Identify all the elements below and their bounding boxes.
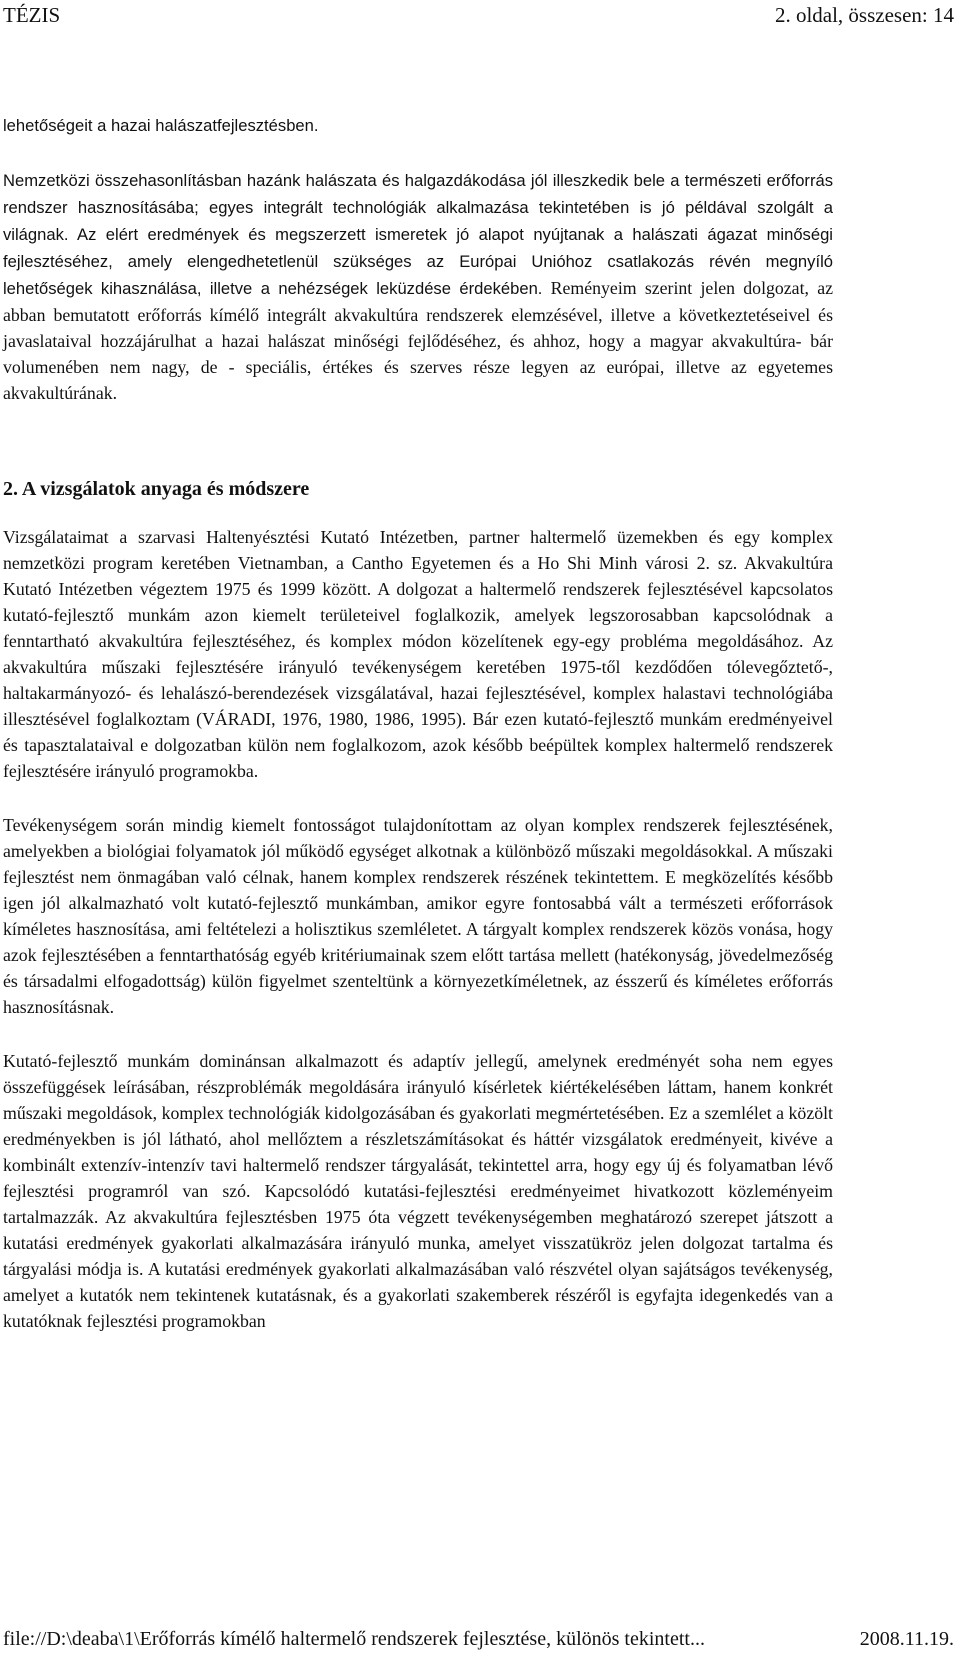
header-page-counter: 2. oldal, összesen: 14 xyxy=(774,3,954,27)
footer-date: 2008.11.19. xyxy=(859,1628,954,1650)
footer-file-path: file://D:\deaba\1\Erőforrás kímélő haltermelő rendszerek fejlesztése, különös tekintett... xyxy=(3,1628,705,1650)
paragraph-text: lehetőségeit a hazai halászatfejlesztésben. xyxy=(3,116,319,135)
header-title: TÉZIS xyxy=(3,3,61,27)
section-paragraph-1: Vizsgálataimat a szarvasi Haltenyésztési Kutató Intézetben, partner haltermelő üzemekben és egy komplex nemzetközi program keretében Vietnamban, a Cantho Egyetemen és a Ho Shi Minh városi 2. sz. Akvakultúra Kutató Intézetben végeztem 1975 és 1999 között. A dolgozat a haltermelő rendszerek fejlesztésével kapcsolatos kutató-fejlesztő munkám azon kiemelt területeivel foglalkozik, amelyek legszorosabban kapcsolódnak a fenntartható akvakultúra fejlesztéséhez, és komplex módon közelítenek egy-egy probléma megoldásához. Az akvakultúra műszaki fejlesztésére irányuló tevékenységem keretében 1975-től kezdődően tólevegőztető-, haltakarmányozó- és lehalászó-berendezések vizsgálatával, hazai fejlesztésével, komplex halastavi technológiába illesztésével foglalkoztam (VÁRADI, 1976, 1980, 1986, 1995). Bár ezen kutató-fejlesztő munkám eredményeivel és tapasztalataival e dolgozatban külön nem foglalkozom, azok később beépültek komplex haltermelő rendszerek fejlesztésére irányuló programokba. xyxy=(3,527,833,781)
paragraph-text-serif: Reményeim szerint jelen dolgozat, az abban bemutatott erőforrás kímélő integrált akvakultúra rendszerek elemzésével, illetve a következtetéseivel és javaslataival hozzájárulhat a hazai halászat minőségi fejlődéséhez, és ahhoz, hogy a magyar akvakultúra- bár volumenében nem nagy, de - speciális, értékes és szerves része legyen az európai, illetve az egyetemes akvakultúrának. xyxy=(3,278,833,403)
section-paragraph-3: Kutató-fejlesztő munkám dominánsan alkalmazott és adaptív jellegű, amelynek eredményét soha nem egyes összefüggések leírásában, részproblémák megoldására irányuló kísérletek kiértékelésében láttam, hanem konkrét műszaki megoldások, komplex technológiák kidolgozásában és gyakorlati megmértetésében. Ez a szemlélet a közölt eredményekben is jól látható, ahol mellőztem a részletszámításokat és háttér vizsgálatok eredményeit, kivéve a kombinált extenzív-intenzív tavi haltermelő rendszer tárgyalását, tekintettel arra, hogy egy új és folyamatban lévő fejlesztési programról van szó. Kapcsolódó kutatási-fejlesztési eredményeimet hivatkozott közleményeim tartalmazzák. Az akvakultúra fejlesztésben 1975 óta végzett tevékenységemben meghatározó szerepet játszott a kutatási eredmények gyakorlati alkalmazására irányuló munka, amelyet visszatükröz jelen dolgozat tartalma és tárgyalási módja is. A kutatási eredmények gyakorlati alkalmazásában való részvétel olyan sajátságos tevékenység, amelyet a kutatók nem tekintenek kutatásnak, és a gyakorlati szakemberek részéről is egyfajta idegenkedés van a kutatóknak fejlesztési programokban xyxy=(3,1051,833,1331)
section-heading: 2. A vizsgálatok anyaga és módszere xyxy=(3,478,310,500)
paragraph-intro-tail xyxy=(3,112,833,139)
section-paragraph-2: Tevékenységem során mindig kiemelt fontosságot tulajdonítottam az olyan komplex rendszerek fejlesztésének, amelyekben a biológiai folyamatok jól működő egységet alkotnak a különböző műszaki megoldásokkal. A műszaki fejlesztést nem önmagában való célnak, hanem komplex rendszerek részének tekintettem. E megközelítés később igen jól alkalmazható volt kutató-fejlesztő munkámban, amikor egyre fontosabbá vált a természeti erőforrások kíméletes hasznosítása, ami feltételezi a holisztikus szemléletet. A tárgyalt komplex rendszerek közös vonása, hogy azok fejlesztésében a fenntarthatóság egyéb kritériumainak szem előtt tartása mellett (hatékonyság, jövedelmezőség és társadalmi elfogadottság) külön figyelmet szenteltünk a környezetkíméletnek, az ésszerű és kíméletes erőforrás hasznosításnak. xyxy=(3,815,833,1017)
page-footer xyxy=(3,1627,954,1651)
page-header xyxy=(3,3,954,27)
paragraph-text-sans: Nemzetközi összehasonlításban hazánk halászata és halgazdákodása jól illeszkedik bele a természeti erőforrás rendszer hasznosításába; egyes integrált technológiák alkalmazása tekintetében is jó példával szolgált a világnak. Az elért eredmények és megszerzett ismeretek jó alapot nyújtanak a halászati ágazat minőségi fejlesztéséhez, amely elengedhetetlenül szükséges az Európai Unióhoz csatlakozás révén megnyíló lehetőségek kihasználása, illetve a nehézségek leküzdése érdekében. xyxy=(3,171,833,298)
document-body xyxy=(3,112,833,1334)
paragraph-conclusion xyxy=(3,167,833,406)
